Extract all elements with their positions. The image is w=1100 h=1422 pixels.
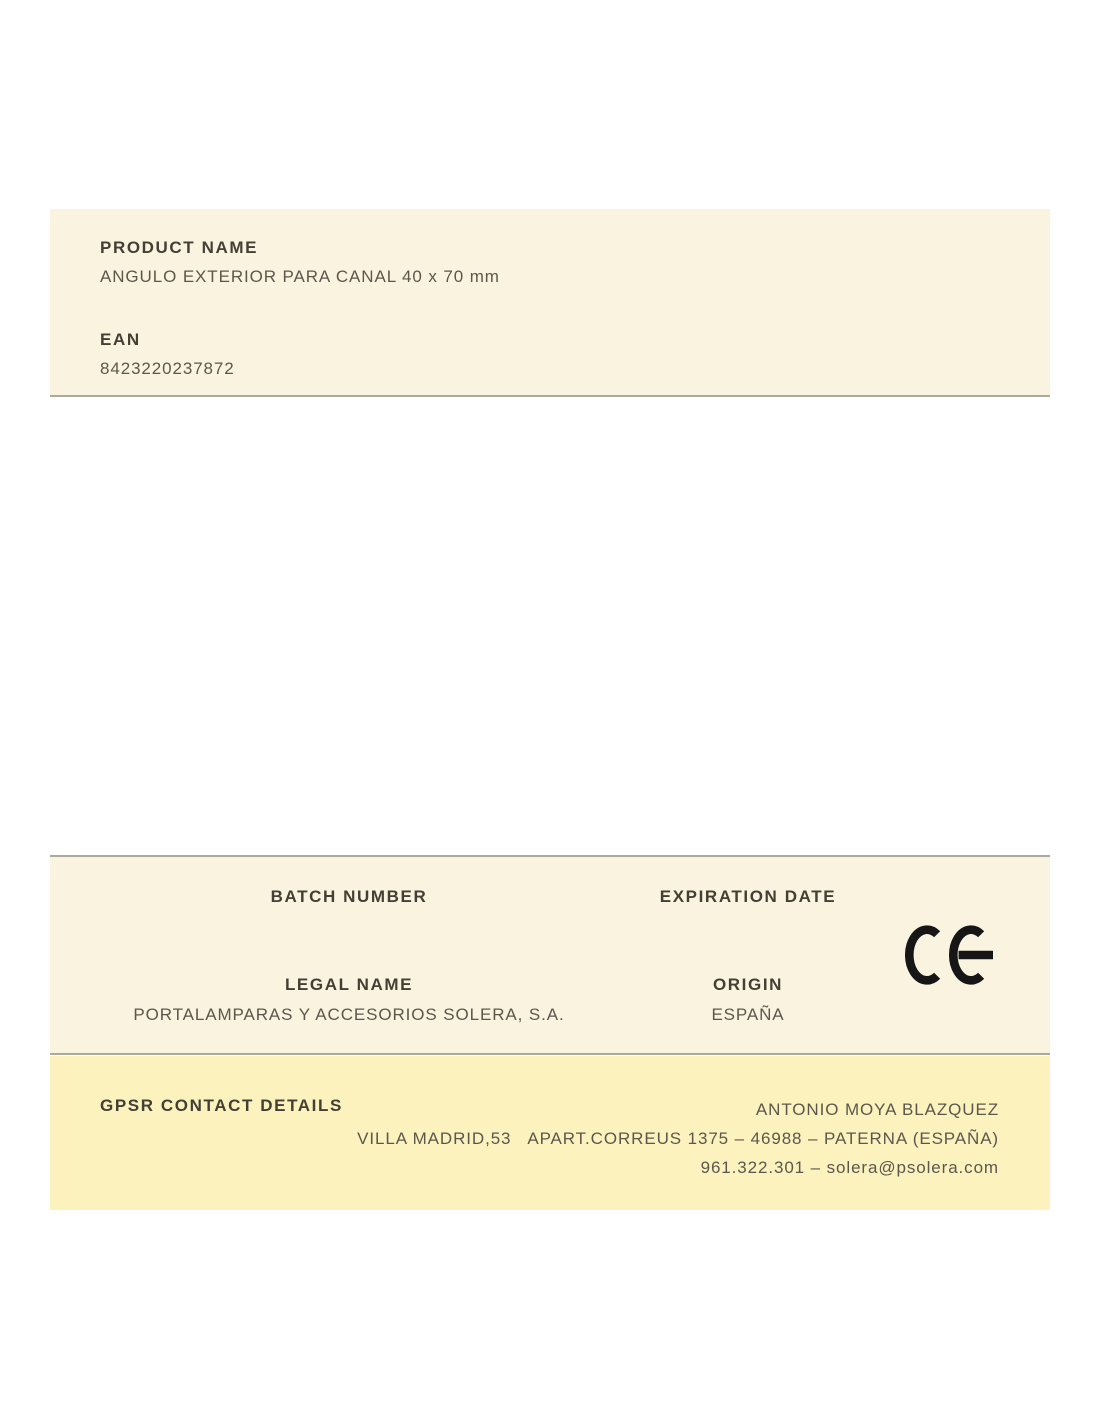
gpsr-contact-lines — [343, 1095, 999, 1182]
batch-origin-section — [50, 855, 1050, 1055]
gpsr-contact-name: ANTONIO MOYA BLAZQUEZ — [755, 1100, 999, 1119]
ean-label: EAN — [100, 330, 141, 349]
expiration-origin-column — [648, 857, 848, 1053]
gpsr-contact-address: VILLA MADRID,53 APART.CORREUS 1375 – 46988 – PATERNA (ESPAÑA) — [357, 1129, 999, 1148]
product-info-section — [50, 209, 1050, 397]
batch-legal-column — [50, 857, 648, 1053]
origin-label: ORIGIN — [712, 975, 784, 994]
ean-value: 8423220237872 — [100, 359, 235, 378]
ean-field — [100, 329, 1000, 380]
batch-number-label: BATCH NUMBER — [270, 887, 428, 906]
product-name-label: PRODUCT NAME — [100, 238, 259, 257]
expiration-date-label: EXPIRATION DATE — [659, 887, 837, 906]
gpsr-contact-section — [50, 1056, 1050, 1210]
ce-mark-container — [848, 857, 1050, 1053]
gpsr-contact-phone-email: 961.322.301 – solera@psolera.com — [700, 1158, 999, 1177]
origin-field — [648, 974, 848, 1026]
product-name-field — [100, 237, 1000, 288]
gpsr-contact-label: GPSR CONTACT DETAILS — [100, 1096, 343, 1115]
ce-marking-icon — [905, 924, 993, 986]
origin-value: ESPAÑA — [711, 1005, 785, 1024]
legal-name-label: LEGAL NAME — [284, 975, 414, 994]
product-name-value: ANGULO EXTERIOR PARA CANAL 40 x 70 mm — [100, 267, 500, 286]
legal-name-field — [50, 974, 648, 1026]
legal-name-value: PORTALAMPARAS Y ACCESORIOS SOLERA, S.A. — [133, 1005, 565, 1024]
